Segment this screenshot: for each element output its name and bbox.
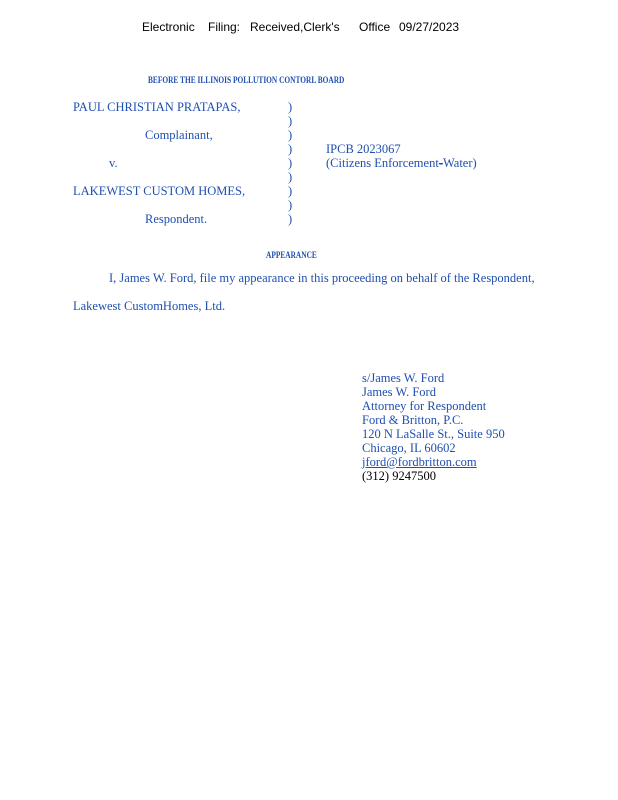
- phone-number: (312) 9247500: [362, 469, 436, 483]
- caption-paren: ): [288, 170, 293, 184]
- attorney-name: James W. Ford: [362, 385, 436, 399]
- case-type: [326, 156, 477, 171]
- signature-line: s/James W. Ford: [362, 371, 445, 385]
- header-filing: Filing:: [208, 20, 241, 34]
- email-link[interactable]: jford@fordbritton.com: [362, 455, 477, 469]
- board-title: BEFORE THE ILLINOIS POLLUTION CONTORL BOARD: [148, 75, 345, 85]
- caption-paren: ): [288, 198, 293, 212]
- attorney-role: Attorney for Respondent: [362, 399, 487, 413]
- body-line-2: Lakewest CustomHomes, Ltd.: [73, 299, 226, 313]
- header-date: 09/27/2023: [399, 20, 460, 34]
- complainant-name: PAUL CHRISTIAN PRATAPAS,: [73, 100, 241, 114]
- caption-paren: ): [288, 212, 293, 226]
- header-received: Received,Clerk's: [250, 20, 340, 34]
- body-line-1: I, James W. Ford, file my appearance in this proceeding on behalf of the Respondent,: [109, 271, 535, 285]
- respondent-label: Respondent.: [145, 212, 208, 226]
- header-electronic: Electronic: [142, 20, 195, 34]
- case-type-prefix: (Citizens Enforcement: [326, 156, 439, 170]
- caption-paren: ): [288, 184, 293, 198]
- caption-paren: ): [288, 114, 293, 128]
- header-office: Office: [359, 20, 391, 34]
- case-type-struck: -: [438, 156, 443, 170]
- case-type-suffix: Water): [442, 156, 477, 170]
- case-number: IPCB 2023067: [326, 142, 401, 156]
- caption-paren: ): [288, 156, 293, 170]
- address-line-1: 120 N LaSalle St., Suite 950: [362, 427, 505, 441]
- versus-text: v.: [109, 156, 118, 170]
- appearance-title: APPEARANCE: [266, 250, 317, 260]
- caption-paren: ): [288, 100, 293, 114]
- firm-name: Ford & Britton, P.C.: [362, 413, 464, 427]
- address-line-2: Chicago, IL 60602: [362, 441, 456, 455]
- caption-paren: ): [288, 142, 293, 156]
- caption-paren: ): [288, 128, 293, 142]
- complainant-label: Complainant,: [145, 128, 213, 142]
- respondent-name: LAKEWEST CUSTOM HOMES,: [73, 184, 246, 198]
